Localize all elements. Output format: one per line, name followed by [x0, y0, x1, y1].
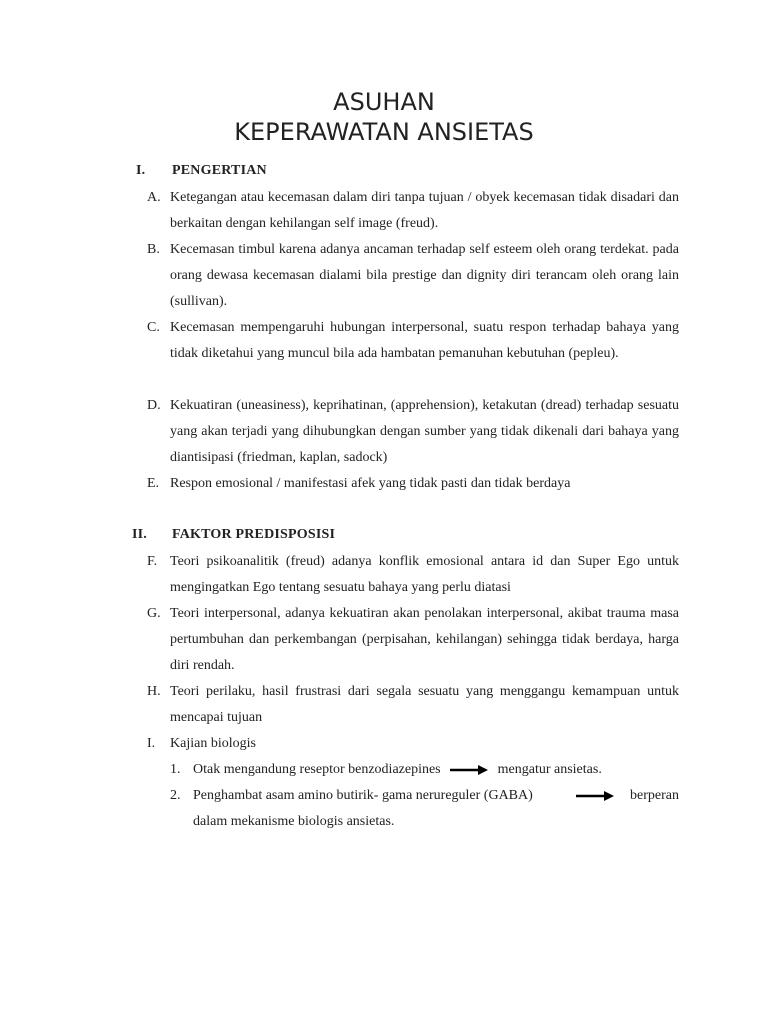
sub-item-text-before: Penghambat asam amino butirik- gama nerureguler (GABA) — [193, 788, 533, 803]
list-marker: G. — [147, 606, 161, 621]
list-marker: H. — [147, 684, 161, 699]
list-marker: C. — [147, 320, 160, 335]
list-item-i — [147, 731, 679, 757]
sub-item-text — [193, 783, 679, 835]
list-marker: D. — [147, 398, 161, 413]
list-item-f — [147, 549, 679, 601]
sub-item-2 — [170, 783, 679, 835]
right-arrow-icon — [576, 791, 614, 801]
sub-item-text-after: mengatur ansietas. — [497, 762, 602, 777]
sub-item-marker: 1. — [170, 762, 181, 777]
right-arrow-icon — [450, 765, 488, 775]
list-item-text: Teori perilaku, hasil frustrasi dari segala sesuatu yang menggangu kemampuan untuk mencapai tujuan — [170, 684, 679, 725]
sub-item-text-before: Otak mengandung reseptor benzodiazepines — [193, 762, 441, 777]
list-item-text: Respon emosional / manifestasi afek yang tidak pasti dan tidak berdaya — [170, 476, 571, 491]
list-item-text: Kecemasan mempengaruhi hubungan interpersonal, suatu respon terhadap bahaya yang tidak diketahui yang muncul bila ada hambatan pemanuhan kebutuhan (pepleu). — [170, 320, 679, 361]
section-title: PENGERTIAN — [172, 163, 267, 178]
section-number: II. — [132, 527, 147, 542]
section-number: I. — [136, 163, 146, 178]
list-marker: B. — [147, 242, 160, 257]
list-item-d — [147, 393, 679, 471]
list-item-h — [147, 679, 679, 731]
list-item-text: Kecemasan timbul karena adanya ancaman terhadap self esteem oleh orang terdekat. pada orang dewasa kecemasan dialami bila prestige dan dignity diri terancam oleh orang lain (sullivan). — [170, 242, 679, 309]
list-marker: E. — [147, 476, 160, 491]
list-item-text: Teori psikoanalitik (freud) adanya konflik emosional antara id dan Super Ego untuk mengingatkan Ego tentang sesuatu bahaya yang perlu diatasi — [170, 554, 679, 595]
sub-item-text — [193, 757, 679, 783]
sub-item-1 — [170, 757, 679, 783]
sub-item-text-continued: dalam mekanisme biologis ansietas. — [193, 814, 395, 829]
list-item-text: Kajian biologis — [170, 736, 256, 751]
list-item-text: Ketegangan atau kecemasan dalam diri tanpa tujuan / obyek kecemasan tidak disadari dan berkaitan dengan kehilangan self image (freud). — [170, 190, 679, 231]
list-marker: A. — [147, 190, 161, 205]
list-item-text: Kekuatiran (uneasiness), keprihatinan, (apprehension), ketakutan (dread) terhadap sesuatu yang akan terjadi yang dihubungkan dengan sumber yang tidak dikenali dari bahaya yang diantisipasi (friedman, kaplan, sadock) — [170, 398, 679, 465]
list-item-c — [147, 315, 679, 367]
list-item-text: Teori interpersonal, adanya kekuatiran akan penolakan interpersonal, akibat trauma masa pertumbuhan dan perkembangan (perpisahan, kehilangan) sehingga tidak berdaya, harga diri rendah. — [170, 606, 679, 673]
document-title-line2: KEPERAWATAN ANSIETAS — [234, 118, 534, 146]
list-item-b — [147, 237, 679, 315]
document-title-line1: ASUHAN — [333, 88, 435, 116]
list-item-e — [147, 471, 679, 497]
list-marker: I. — [147, 736, 156, 751]
section-title: FAKTOR PREDISPOSISI — [172, 527, 336, 542]
list-item-g — [147, 601, 679, 679]
list-item-a — [147, 185, 679, 237]
sub-item-marker: 2. — [170, 788, 181, 803]
list-marker: F. — [147, 554, 158, 569]
sub-item-text-after: berperan — [630, 788, 679, 803]
